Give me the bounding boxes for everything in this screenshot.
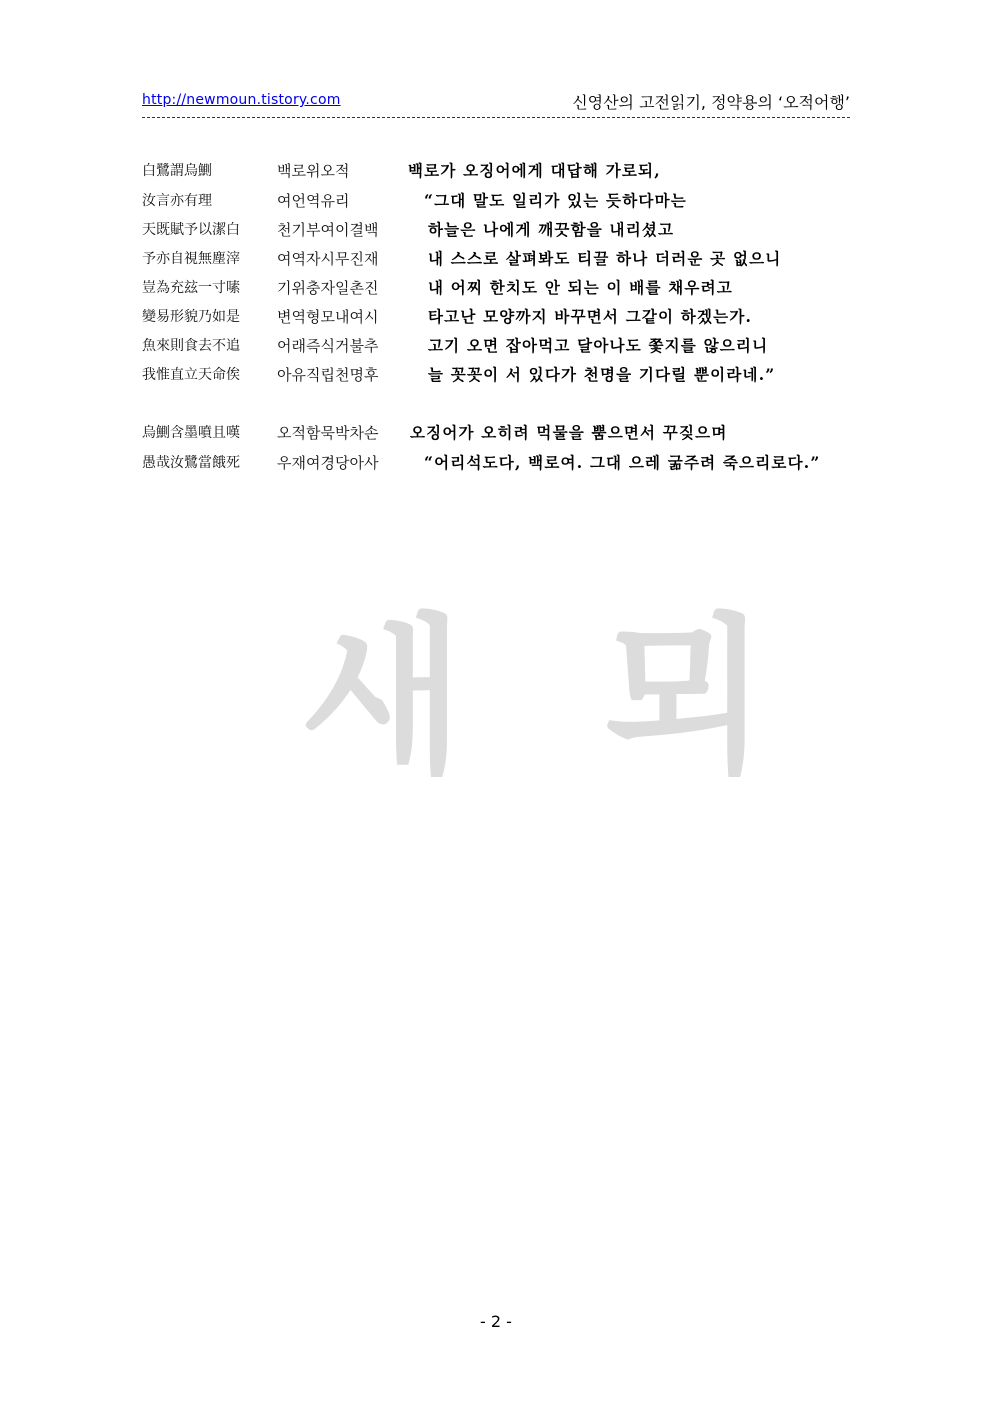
hanja-text: 天既賦予以潔白 bbox=[142, 222, 240, 238]
translation-text: 내 스스로 살펴봐도 티끌 하나 더러운 곳 없으니 bbox=[428, 249, 782, 268]
korean-reading: 기위충자일촌진 bbox=[277, 279, 379, 297]
korean-reading: 오적함묵박차손 bbox=[277, 424, 379, 442]
poem-line bbox=[142, 160, 862, 184]
korean-reading: 우재여경당아사 bbox=[277, 454, 379, 472]
poem-line bbox=[142, 248, 862, 272]
translation-text: 타고난 모양까지 바꾸면서 그같이 하겠는가. bbox=[428, 307, 753, 326]
translation-text: 고기 오면 잡아먹고 달아나도 쫓지를 않으리니 bbox=[428, 336, 769, 355]
poem-line bbox=[142, 219, 862, 243]
hanja-text: 變易形貌乃如是 bbox=[142, 309, 240, 325]
translation-text: “그대 말도 일리가 있는 듯하다마는 bbox=[424, 191, 687, 210]
poem-line bbox=[142, 335, 862, 359]
korean-reading: 어래즉식거불추 bbox=[277, 337, 379, 355]
translation-text: 하늘은 나에게 깨끗함을 내리셨고 bbox=[428, 220, 675, 239]
hanja-text: 汝言亦有理 bbox=[142, 193, 212, 209]
poem-line bbox=[142, 452, 862, 476]
hanja-text: 豈為充玆一寸嗉 bbox=[142, 280, 240, 296]
translation-text: 내 어찌 한치도 안 되는 이 배를 채우려고 bbox=[428, 278, 733, 297]
page-number: - 2 - bbox=[480, 1312, 512, 1331]
korean-reading: 아유직립천명후 bbox=[277, 366, 379, 384]
korean-reading: 변역형모내여시 bbox=[277, 308, 379, 326]
poem-line bbox=[142, 306, 862, 330]
poem-line bbox=[142, 190, 862, 214]
korean-reading: 천기부여이결백 bbox=[277, 221, 379, 239]
korean-reading: 여언역유리 bbox=[277, 192, 350, 210]
translation-text: 오징어가 오히려 먹물을 뿜으면서 꾸짖으며 bbox=[410, 423, 728, 442]
hanja-text: 烏鰂含墨噴且嘆 bbox=[142, 425, 240, 441]
translation-text: 백로가 오징어에게 대답해 가로되, bbox=[408, 161, 661, 180]
page-header bbox=[142, 92, 850, 112]
header-divider bbox=[142, 117, 850, 118]
document-title: 신영산의 고전읽기, 정약용의 ‘오적어행’ bbox=[572, 93, 850, 112]
watermark-text: 새 뫼 bbox=[300, 599, 808, 797]
hanja-text: 白鷺謂烏鰂 bbox=[142, 163, 212, 179]
korean-reading: 백로위오적 bbox=[277, 162, 350, 180]
hanja-text: 愚哉汝鷺當餓死 bbox=[142, 455, 240, 471]
poem-line bbox=[142, 277, 862, 301]
translation-text: “어리석도다, 백로여. 그대 으레 굶주려 죽으리로다.” bbox=[424, 453, 821, 472]
blog-url-link[interactable]: http://newmoun.tistory.com bbox=[142, 92, 341, 108]
korean-reading: 여역자시무진재 bbox=[277, 250, 379, 268]
hanja-text: 予亦自視無塵滓 bbox=[142, 251, 240, 267]
poem-line bbox=[142, 364, 862, 388]
poem-line bbox=[142, 422, 862, 446]
hanja-text: 魚來則食去不追 bbox=[142, 338, 240, 354]
hanja-text: 我惟直立天命俟 bbox=[142, 367, 240, 383]
translation-text: 늘 꼿꼿이 서 있다가 천명을 기다릴 뿐이라네.” bbox=[428, 365, 776, 384]
